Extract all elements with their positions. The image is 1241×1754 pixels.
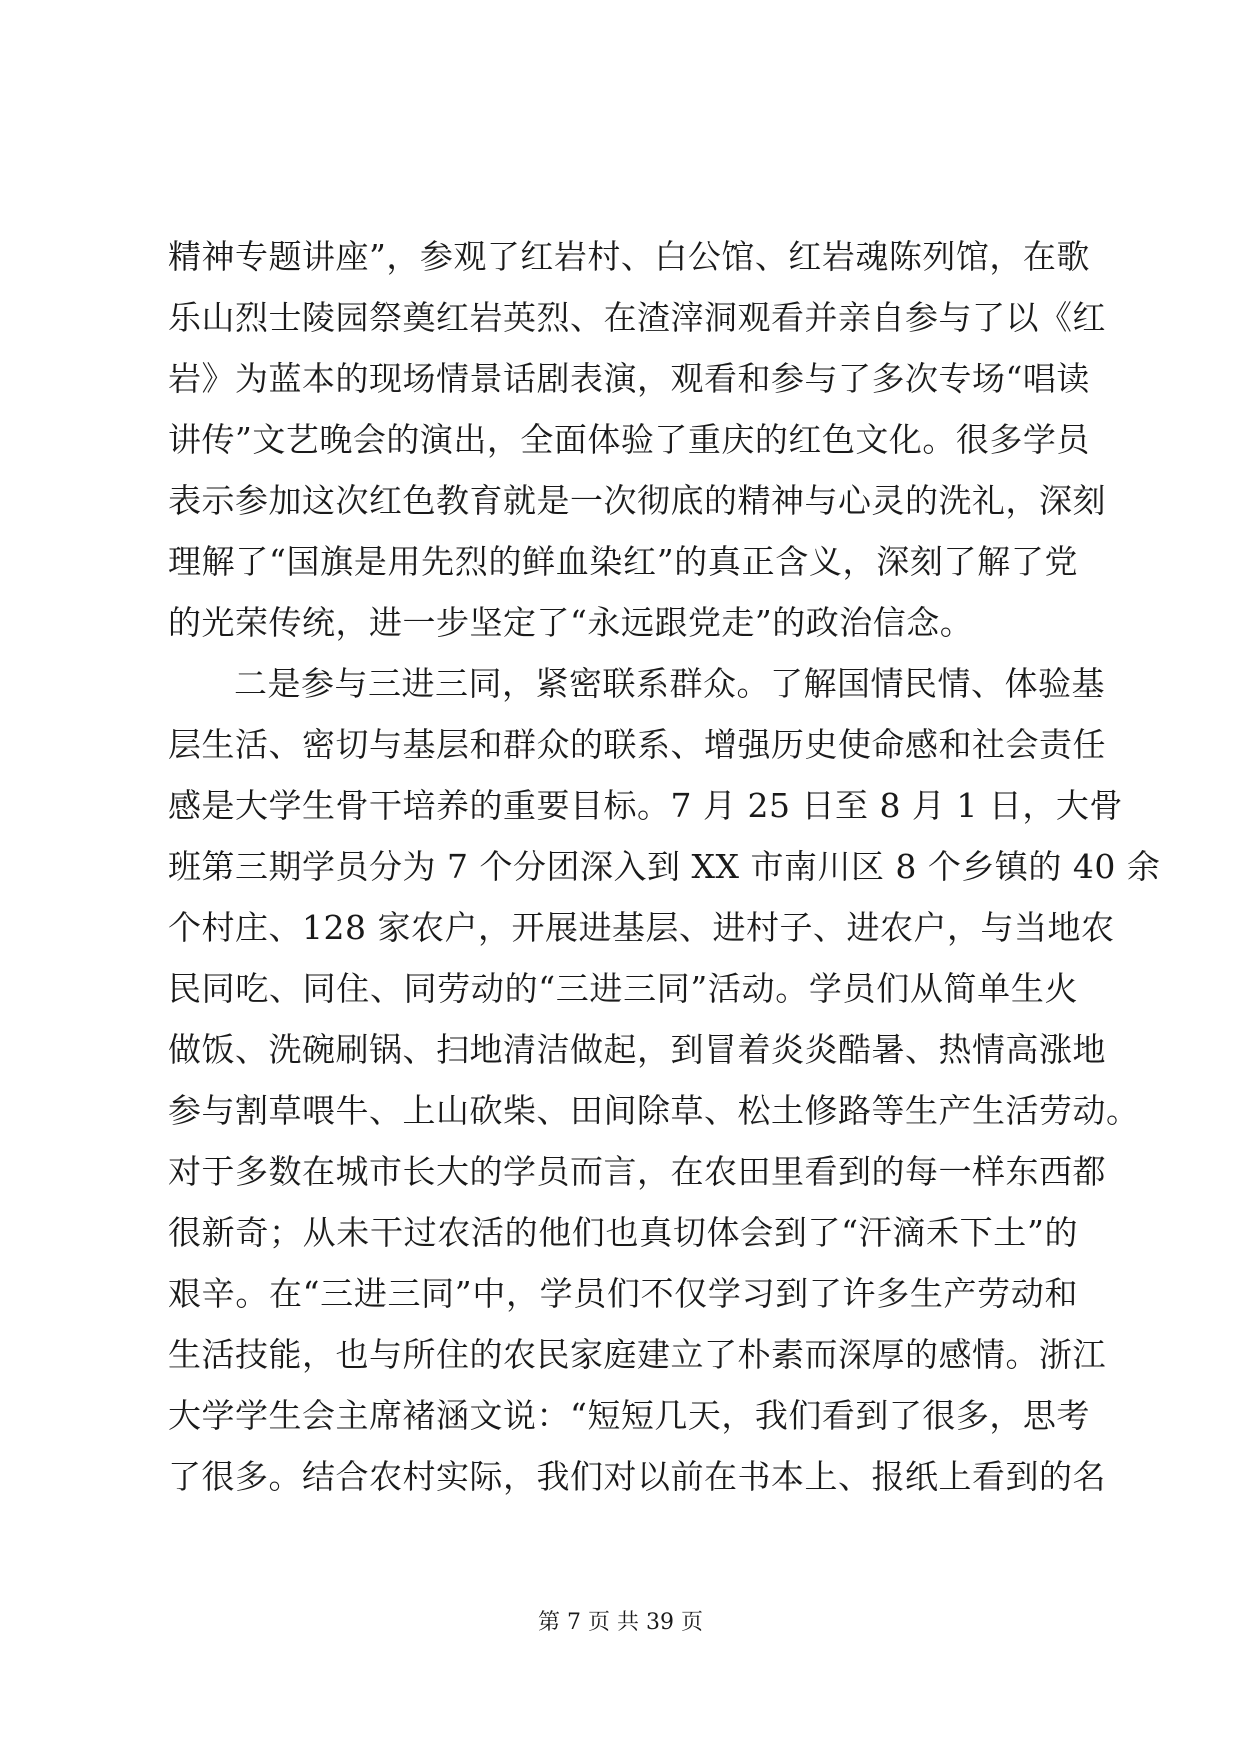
text-line: 了很多。结合农村实际，我们对以前在书本上、报纸上看到的名 xyxy=(168,1457,1106,1496)
text-line: 精神专题讲座”，参观了红岩村、白公馆、红岩魂陈列馆，在歌 xyxy=(168,237,1090,276)
text-line: 艰辛。在“三进三同”中，学员们不仅学习到了许多生产劳动和 xyxy=(168,1274,1078,1313)
text-line: 班第三期学员分为 7 个分团深入到 XX 市南川区 8 个乡镇的 40 余 xyxy=(168,847,1161,886)
text-line: 理解了“国旗是用先烈的鲜血染红”的真正含义，深刻了解了党 xyxy=(168,542,1078,581)
text-line: 岩》为蓝本的现场情景话剧表演，观看和参与了多次专场“唱读 xyxy=(168,359,1090,398)
text-line: 感是大学生骨干培养的重要目标。7 月 25 日至 8 月 1 日，大骨 xyxy=(168,786,1123,825)
page-number-footer: 第 7 页 共 39 页 xyxy=(538,1610,703,1635)
text-line: 民同吃、同住、同劳动的“三进三同”活动。学员们从简单生火 xyxy=(168,969,1078,1008)
text-line: 做饭、洗碗刷锅、扫地清洁做起，到冒着炎炎酷暑、热情高涨地 xyxy=(168,1030,1106,1069)
text-line: 对于多数在城市长大的学员而言，在农田里看到的每一样东西都 xyxy=(168,1152,1106,1191)
text-line: 讲传”文艺晚会的演出，全面体验了重庆的红色文化。很多学员 xyxy=(168,420,1090,459)
text-line: 表示参加这次红色教育就是一次彻底的精神与心灵的洗礼，深刻 xyxy=(168,481,1106,520)
text-line: 参与割草喂牛、上山砍柴、田间除草、松土修路等生产生活劳动。 xyxy=(168,1091,1140,1130)
paragraph-first-line: 二是参与三进三同，紧密联系群众。了解国情民情、体验基 xyxy=(234,664,1105,703)
text-line: 大学学生会主席褚涵文说：“短短几天，我们看到了很多，思考 xyxy=(168,1396,1090,1435)
text-line: 乐山烈士陵园祭奠红岩英烈、在渣滓洞观看并亲自参与了以《红 xyxy=(168,298,1106,337)
document-body xyxy=(168,226,1161,1507)
text-line: 生活技能，也与所住的农民家庭建立了朴素而深厚的感情。浙江 xyxy=(168,1335,1106,1374)
text-line: 层生活、密切与基层和群众的联系、增强历史使命感和社会责任 xyxy=(168,725,1106,764)
text-line: 很新奇；从未干过农活的他们也真切体会到了“汗滴禾下土”的 xyxy=(168,1213,1078,1252)
text-line: 的光荣传统，进一步坚定了“永远跟党走”的政治信念。 xyxy=(168,603,974,642)
text-line: 个村庄、128 家农户，开展进基层、进村子、进农户，与当地农 xyxy=(168,908,1115,947)
